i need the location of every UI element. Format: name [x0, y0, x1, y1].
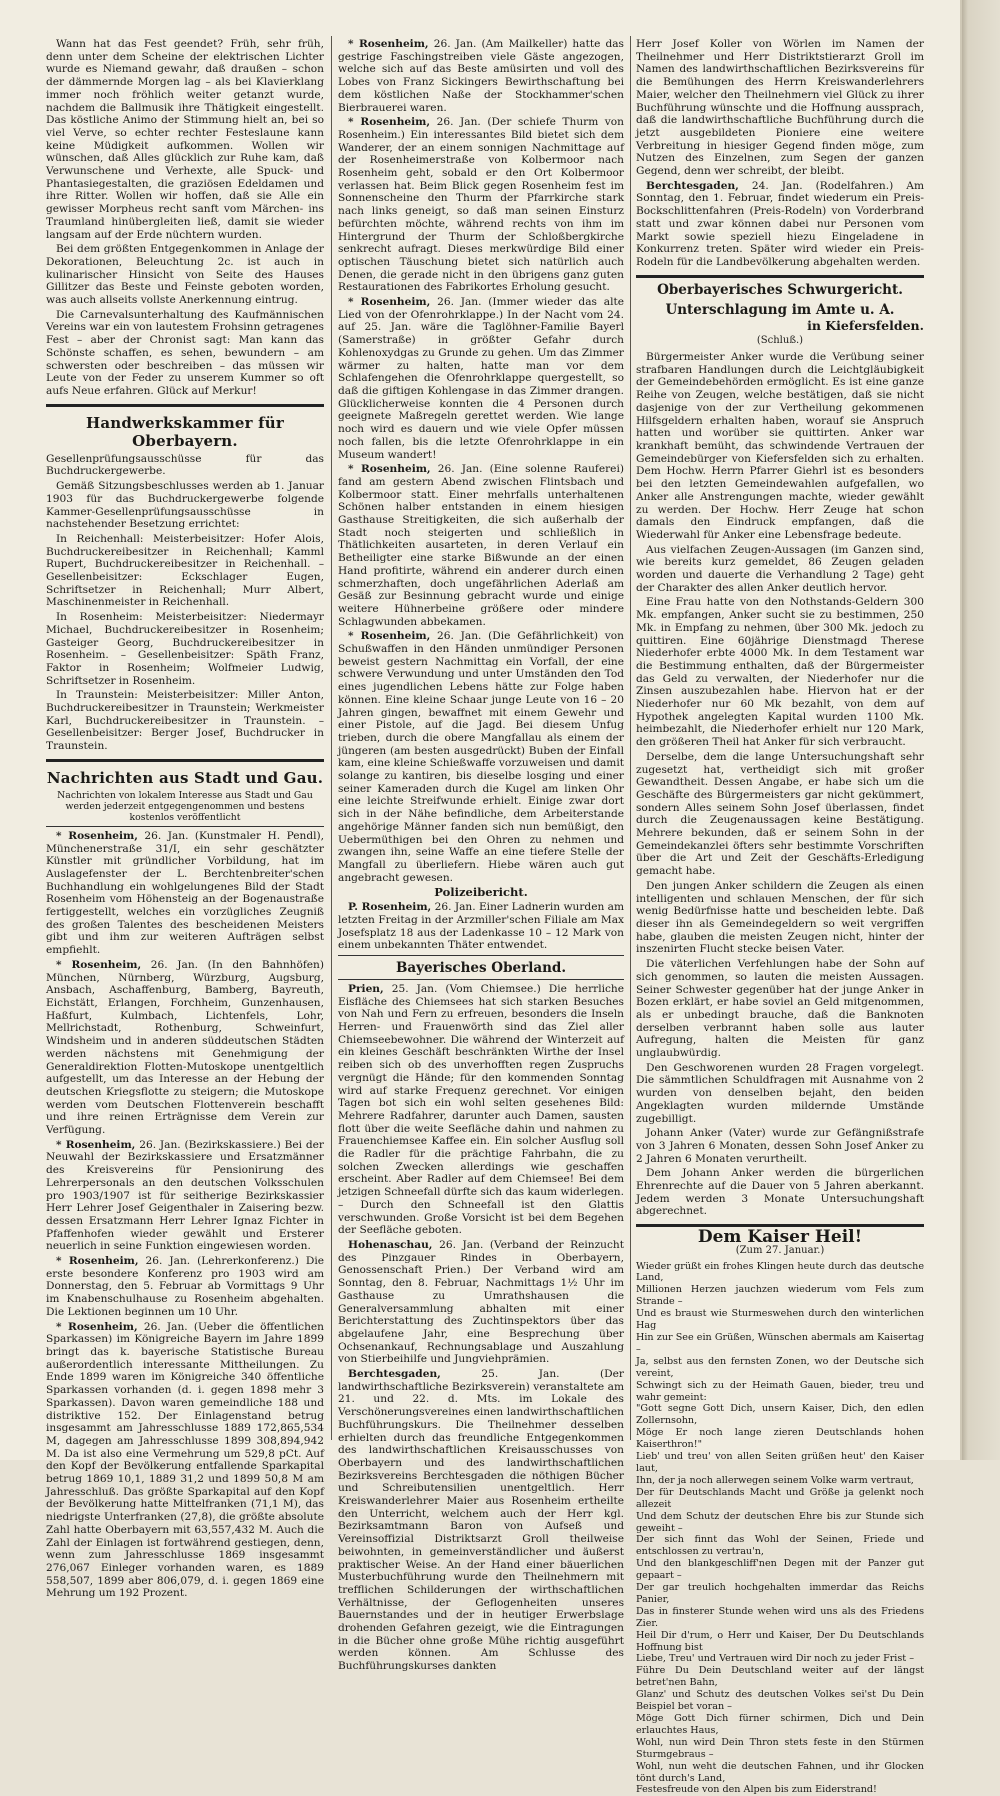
news-text: 26. Jan. (Die Gefährlichkeit) von Schußwaffen in den Händen unmündiger Personen beweist gestern Nachmittag ein Vorfall, der eine schwere Verwundung und unter Umständen den Tod eines jugendlichen Lebens hätte zur Folge haben können. Eine kleine Schaar junge Leute von 16 – 20 Jahren gingen, bewaffnet mit einem Gewehr und einer Pistole, auf die Jagd. Bei diesem Unfug trieben, durch die obere Mangfallau als einem der jüngeren (am besten ausgedrückt) Buben der Einfall kam, eine kleine Schießwaffe vorzuweisen und damit solange zu kantiren, bis dieselbe losging und einer seiner Kameraden durch die Kugel am linken Ohr eine leichte Streifwunde erhielt. Einige zwar dort sich in der Nähe befindliche, dem Arbeiterstande angehörige Männer fanden sich nun bemüßigt, den Uebermüthigen bei den Ohren zu nehmen und zwangen ihn, seine Waffe an eine tiefere Stelle der Mangfall zu überliefern. Hiebe wären auch gut angebracht gewesen. [338, 630, 624, 884]
poem-line: Heil Dir d'rum, o Herr und Kaiser, Der Du Deutschlands Hoffnung bist [636, 1629, 924, 1653]
news-text: 26. Jan. (Kunstmaler H. Pendl), Münchenerstraße 31/I, ein sehr geschätzter Künstler mit gründlicher Vorbildung, hat im Auslagefenster der L. Berchtenbreiter'schen Buchhandlung ein wohlgelungenes Bild der Stadt Rosenheim vom Höhensteig an der Bogenaustraße fertiggestellt, welches ein vorzügliches Zeugniß des großen Talentes des bescheidenen Meisters gibt und ihm zur weiteren Aufträgen selbst empfiehlt. [46, 829, 325, 957]
poem-line: Ihn, der ja noch allerwegen seinem Volke warm vertraut, [636, 1474, 914, 1486]
news-item [636, 180, 924, 269]
section-divider [636, 275, 924, 278]
column-1 [46, 38, 325, 1600]
rule [46, 826, 324, 827]
poem-line: Und dem Schutz der deutschen Ehre bis zur Stunde sich geweiht – [636, 1510, 924, 1534]
news-item [46, 830, 324, 957]
poem-line: Glanz' und Schutz des deutschen Volkes sei'st Du Dein Beispiel bet voran – [636, 1689, 924, 1713]
news-item [338, 463, 624, 628]
dateline: * Rosenheim, [348, 116, 431, 129]
poem-line: Wohl, nun weht die deutschen Fahnen, und ihr Glocken tönt durch's Land, [636, 1760, 924, 1784]
page-edge [962, 0, 1000, 1460]
oberland-heading: Bayerisches Oberland. [395, 959, 567, 976]
carnival-para-3: Die Carnevalsunterhaltung des Kaufmännischen Vereins war ein von lautestem Frohsinn getragenes Fest – aber der Chronist sagt: Man kann das Schönste schaffen, es sehen, bewundern – am schwersten oder beschreiben – das müssen wir Leute von der Feder zu unserem Kummer so oft aufs Neue erfahren. Glück auf Merkur! [46, 308, 324, 397]
news-item [338, 1239, 624, 1366]
news-text: 26. Jan. (Bezirkskassiere.) Bei der Neuwahl der Bezirkskassiere und Ersatzmänner des Kreisvereins für Pensionirung des Lehrerpersonals an den deutschen Volksschulen pro 1903/1907 ist für seitherige Bezirkskassier Herr Lehrer Josef Geigenthaler in Zaisering bezw. dessen Ersatzmann Herr Lehrer Ignaz Fichter in Pfaffenhofen wieder gewählt und Ersterer neuerlich in seine Funktion eingewiesen worden. [46, 1138, 324, 1253]
news-text: 26. Jan. (Ueber die öffentlichen Sparkassen) im Königreiche Bayern im Jahre 1899 bringt das k. bayerische Statistische Bureau außerordentlich interessante Mittheilungen. Zu Ende 1899 waren im Königreiche 340 öffentliche Sparkassen vorhanden (d. i. gegen 1898 mehr 3 Sparkassen). Davon waren gemeindliche 188 und distriktive 152. Der Einlagenstand betrug insgesammt am Jahresschlusse 1889 172,865,534 M, dagegen am Jahresschlusse 1899 308,894,942 M. Da ist also eine Vermehrung um 529,8 pCt. Auf den Kopf der Bevölkerung entfallende Sparkapital betrug 1869 10,1, 1889 31,2 und 1899 50,8 M am Jahresschluß. Das größte Sparkapital auf den Kopf der Bevölkerung hatte Mittelfranken (71,1 M), das niedrigste Unterfranken (27,8), die größte absolute Zahl hatte Oberbayern mit 63,557,432 M. Auch die Zahl der Einlagen ist fortwährend gestiegen, denn, wenn zum Jahresschlusse 1869 insgesammt 276,067 Einleger vorhanden waren, es 1889 558,507, 1899 aber 806,079, d. i. gegen 1869 eine Mehrung um 192 Prozent. [46, 1320, 324, 1600]
court-para: Johann Anker (Vater) wurde zur Gefängnißstrafe von 3 Jahren 6 Monaten, dessen Sohn Josef Anker zu 2 Jahren 6 Monaten verurtheilt. [636, 1127, 924, 1165]
rule [338, 955, 624, 956]
rule [338, 979, 624, 980]
court-para: Aus vielfachen Zeugen-Aussagen (im Ganzen sind, wie bereits kurz gemeldet, 86 Zeugen geladen worden und dauerte die Verhandlung 2 Tage) geht der Charakter des allen Anker deutlich hervor. [636, 543, 924, 594]
section-divider [46, 759, 324, 762]
poem-line: Möge Gott Dich fürner schirmen, Dich und Dein erlauchtes Haus, [636, 1713, 924, 1736]
handwerkskammer-heading: Handwerkskammer für Oberbayern. [85, 413, 285, 450]
section-divider [46, 404, 324, 407]
news-item [338, 630, 624, 884]
column-2 [338, 38, 625, 1673]
news-item [46, 1321, 324, 1600]
news-text: 26. Jan. (Verband der Reinzucht des Pinzgauer Rindes in Oberbayern, Genossenschaft Prien.) Der Verband wird am Sonntag, den 8. Februar, Nachmittags 1½ Uhr im Gasthause zu Umrathshausen die Generalversammlung abhalten mit einer Berichterstattung des Zuchtinspektors über das abgelaufene Jahr, eine Besprechung über Ochsenankauf, Rechnungsablage und Auszahlung von Stierbeihilfe und Jungviehprämien. [338, 1238, 624, 1366]
court-para: Eine Frau hatte von den Nothstands-Geldern 300 Mk. empfangen, Anker sucht sie zu bestimmen, 250 Mk. in Empfang zu nehmen, über 300 Mk. jedoch zu quittiren. Eine 60jährige Dienstmagd Therese Niederhofer erbte 4000 Mk. In dem Testament war die Bestimmung enthalten, daß der Bürgermeister das Geld zu verwalten, der Niederhofer nur die Zinsen auszubezahlen habe. Hiervon hat er der Niederhofer nur 60 Mk bezahlt, von dem auf Hypothek angelegten Kapital wurden 1100 Mk. heimbezahlt, die Niederhofer erhielt nur 120 Mark, den größeren Theil hat Anker für sich verbraucht. [636, 596, 924, 749]
dateline: * Rosenheim, [348, 296, 431, 309]
news-text: 26. Jan. (Am Mailkeller) hatte das gestrige Faschingstreiben viele Gäste angezogen, welche sich auf das Beste amüsirten und voll des Lobes von Franz Sickingers Bewirthschaftung bei dem köstlichen Naße der Stockhammer'schen Bierbrauerei waren. [338, 38, 624, 114]
dateline: * Rosenheim, [56, 1320, 138, 1333]
dateline: * Rosenheim, [348, 463, 431, 476]
poem-line: Festesfreude von den Alpen bis zum Eiderstrand! [636, 1784, 877, 1796]
carnival-para-2: Bei dem größten Entgegenkommen in Anlage der Dekorationen, Beleuchtung 2c. ist auch in kulinarischer Hinsicht von Seite des Hauses Gillitzer das Beste und Feinste geboten worden, was auch allseits vollste Anerkennung eintrug. [46, 243, 324, 307]
poem-line: Der gar treulich hochgehalten immerdar das Reichs Panier, [636, 1582, 924, 1605]
poem-line: Wieder grüßt ein frohes Klingen heute durch das deutsche Land, [636, 1260, 924, 1284]
news-item [46, 959, 324, 1137]
handwerkskammer-subheading: Gesellenprüfungsausschüsse für das Buchdruckergewerbe. [46, 452, 324, 478]
carnival-para-1: Wann hat das Fest geendet? Früh, sehr früh, denn unter dem Scheine der elektrischen Lichter wurde es Niemand gewahr, daß draußen – schon der dämmernde Morgen lag – als bei Klavierklang immer noch fröhlich weiter getanzt wurde, nachdem die Ballmusik ihre Thätigkeit eingestellt. Das köstliche Animo der Stimmung hielt an, bei so viel Verve, so echter rechter Festeslaune kann keine Müdigkeit aufkommen. Wollen wir wünschen, daß Alles glücklich zur Ruhe kam, daß Verwunschene und Verhexte, alle Spuck- und Phantasiegestalten, die graziösen Edeldamen und ihre Ritter. Wollen wir hoffen, daß sie Alle ein gewisser Morpheus recht sanft vom Märchen- ins Traumland hinübergleiten ließ, damit sie wieder langsam auf der Erde nüchtern wurden. [46, 38, 324, 241]
poem-line: Möge Er noch lange zieren Deutschlands hohen Kaiserthron!" [636, 1427, 924, 1451]
dateline: Hohenaschau, [348, 1238, 433, 1251]
kaiser-poem-title: Dem Kaiser Heil! [697, 1227, 863, 1248]
news-text: 26. Jan. (In den Bahnhöfen) München, Nürnberg, Würzburg, Augsburg, Ansbach, Aschaffenburg, Bamberg, Bayreuth, Eichstätt, Erlangen, Forchheim, Gunzenhausen, Haßfurt, Kulmbach, Lichtenfels, Lohr, Mellrichstadt, Rothenburg, Schweinfurt, Windsheim und in anderen süddeutschen Städten werden nächstens mit Genehmigung der Generaldirektion Flotten-Mutoskope unentgeltlich aufgestellt, um das Interesse an der Hebung der deutschen Kriegsflotte zu steigern; die Mutoskope werden vom Deutschen Flottenverein beschafft und ihre reinen Erträgnisse dem Verein zur Verfügung. [46, 958, 325, 1137]
dateline: * Rosenheim, [56, 829, 138, 842]
carnival-report [46, 38, 324, 398]
court-para: Dem Johann Anker werden die bürgerlichen Ehrenrechte auf die Dauer von 5 Jahren aberkannt. Jedem werden 3 Monate Untersuchungshaft abgerechnet. [636, 1167, 924, 1218]
kaiser-poem [636, 1261, 924, 1796]
column-rule [630, 36, 631, 1440]
kaiser-poem-date: (Zum 27. Januar.) [735, 1244, 825, 1256]
dateline: * Rosenheim, [56, 958, 142, 971]
handwerkskammer-para-1: Gemäß Sitzungsbeschlusses werden ab 1. Januar 1903 für das Buchdruckergewerbe folgende Kammer-Gesellenprüfungsausschüsse in nachstehender Besetzung errichtet: [46, 480, 324, 531]
court-para: Derselbe, dem die lange Untersuchungshaft sehr zugesetzt hat, vertheidigt sich mit großer Gewandtheit. Dessen Angabe, er habe sich um die Geschäfte des Bürgermeisters gar nicht gekümmert, sondern Alles seinem Sohn Josef überlassen, findet durch die Zeugenaussagen keine Bestätigung. Mehrere bekunden, daß er seinem Sohn in der Gemeindekanzlei öfters sehr bestimmte Vorschriften über die Art und Zeit der Geschäfts-Erledigung gemacht habe. [636, 750, 924, 878]
handwerkskammer-para-3: In Rosenheim: Meisterbeisitzer: Niedermayr Michael, Buchdruckereibesitzer in Rosenheim; Gasteiger Georg, Buchdruckereibesitzer in Rosenheim. – Gesellenbeisitzer: Späth Franz, Faktor in Rosenheim; Wolfmeier Ludwig, Schriftsetzer in Rosenheim. [46, 611, 324, 687]
poem-line: Und es braust wie Sturmeswehen durch den winterlichen Hag [636, 1308, 924, 1332]
poem-line: Ja, selbst aus den fernsten Zonen, wo der Deutsche sich vereint, [636, 1355, 924, 1379]
news-item [46, 1255, 324, 1319]
court-location: in Kiefersfelden. [807, 317, 924, 333]
local-news-subheading: Nachrichten von lokalem Interesse aus Stadt und Gau werden jederzeit entgegengenommen und bestens kostenlos veröffentlicht [57, 789, 313, 823]
dateline: Berchtesgaden, [348, 1368, 441, 1381]
handwerkskammer-para-2: In Reichenhall: Meisterbeisitzer: Hofer Alois, Buchdruckereibesitzer in Reichenhall; Kamml Rupert, Buchdruckereibesitzer in Reichenhall. – Gesellenbeisitzer: Eckschlager Eugen, Schriftsetzer in Reichenhall; Murr Albert, Maschinenmeister in Reichenhall. [46, 532, 324, 609]
local-news-heading: Nachrichten aus Stadt und Gau. [46, 768, 324, 787]
court-para: Den Geschworenen wurden 28 Fragen vorgelegt. Die sämmtlichen Schuldfragen mit Ausnahme von 2 wurden von denselben bejaht, den beiden Angeklagten wurden mildernde Umstände zugebilligt. [636, 1061, 924, 1125]
news-item [338, 1368, 624, 1673]
court-para: Den jungen Anker schildern die Zeugen als einen intelligenten und schlauen Menschen, der für sich wenig Bedürfnisse hatte und bescheiden lebte. Daß dieser ihn als Gemeindegeldern so weit vergriffen habe, glauben die meisten Zeugen nicht, hinter der inszenirten Flucht stecke beisen Vater. [636, 879, 924, 956]
poem-line: Schwingt sich zu der Heimath Gauen, bieder, treu und wahr gemeint: [636, 1379, 924, 1403]
dateline: * Rosenheim, [348, 38, 429, 50]
news-text: 26. Jan. (Lehrerkonferenz.) Die erste besondere Konferenz pro 1903 wird am Donnerstag, den 5. Februar ab Vormittags 9 Uhr im Knabenschulhause zu Rosenheim abgehalten. Die Lektionen beginnen um 10 Uhr. [46, 1255, 325, 1318]
poem-line: Wohl, nun wird Dein Thron stets feste in den Stürmen Sturmgebraus – [636, 1736, 924, 1760]
poem-line: Führe Du Dein Deutschland weiter auf der längst betret'nen Bahn, [636, 1665, 924, 1689]
dateline: * Rosenheim, [56, 1138, 136, 1151]
news-text: 26. Jan. (Eine solenne Rauferei) fand am gestern Abend zwischen Flintsbach und Kolbermoor statt. Einer mehrfalls unterhaltenen Schönen halber entstanden in einem hiesigen Gasthause Streitigkeiten, die sich außerhalb der Stadt noch steigerten und schließlich in Thätlichkeiten ausarteten, in deren Verlauf ein Betheiligter eine starke Bißwunde an der einen Hand profitirte, während ein anderer durch einen schmerzhaften, doch ungefährlichen Aderlaß am Gesäß zur Besinnung gebracht wurde und einige weitere Hühnerbeine größere oder mindere Schlagwunden abbekamen. [338, 463, 624, 628]
continued-text: Herr Josef Koller von Wörlen im Namen der Theilnehmer und Herr Distriktstierarzt Groll im Namen des landwirthschaftlichen Bezirksvereins für die Bemühungen des Herrn Kreiswanderlehrers Maier, welcher den Theilnehmern viel Glück zu ihrer Buchführung wünschte und die Hoffnung aussprach, daß die landwirthschaftliche Buchführung durch die jetzt ausgebildeten Pioniere eine weitere Verbreitung in hiesiger Gegend finden möge, zum Nutzen des Einzelnen, zum Segen der ganzen Gegend, denn wer schreibt, der bleibt. [636, 38, 924, 178]
poem-line: Hin zur See ein Grüßen, Wünschen abermals am Kaisertag – [636, 1332, 924, 1355]
handwerkskammer-para-4: In Traunstein: Meisterbeisitzer: Miller Anton, Buchdruckereibesitzer in Traunstein; Werkmeister Karl, Buchdruckereibesitzer in Traunstein. – Gesellenbeisitzer: Berger Josef, Buchdrucker in Traunstein. [46, 689, 324, 753]
dateline: * Rosenheim, [56, 1255, 139, 1268]
dateline: * Rosenheim, [348, 630, 431, 643]
poem-line: Der für Deutschlands Macht und Größe ja gelenkt noch allezeit [636, 1486, 924, 1510]
news-item [338, 116, 624, 294]
dateline: P. Rosenheim, [348, 901, 432, 914]
news-text: 25. Jan. (Der landwirthschaftliche Bezirksverein) veranstaltete am 21. und 22. d. Mts. im Lokale des Verschönerungsvereines einen landwirthschaftlichen Buchführungskurs. Die Theilnehmer desselben erhielten durch das freundliche Entgegenkommen des landwirthschaftlichen Kreisausschusses von Oberbayern und des landwirthschaftlichen Bezirksvereins Berchtesgaden die nöthigen Bücher und Schreibutensilien unentgeltlich. Herr Kreiswanderlehrer Maier aus Rosenheim ertheilte den Unterricht, welchem auch der Herr kgl. Bezirksamtmann Baron von Aufseß und Vereinsoffizial Distriktsarzt Groll theilweise beiwohnten, in gemeinverständlicher und äußerst praktischer Weise. An der Hand einer bäuerlichen Musterbuchführung wurde den Theilnehmern mit trefflichen Schilderungen der wirthschaftlichen Verhältnisse, der Geflogenheiten unseres Bauernstandes und der in heutiger Erwerbslage drohenden Gefahren gezeigt, wie die Eintragungen in die Bücher ohne große Mühe richtig ausgeführt werden können. Am Schlusse des Buchführungskurses dankten [338, 1368, 624, 1673]
news-text: 26. Jan. (Der schiefe Thurm von Rosenheim.) Ein interessantes Bild bietet sich dem Wanderer, der an einem sonnigen Nachmittage auf der Rosenheimerstraße von Kolbermoor nach Rosenheim geht, sobald er den Ort Kolbermoor verlassen hat. Beim Blick gegen Rosenheim fest im Sonnenscheine den Thurm der Pfarrkirche stark nach links geneigt, so daß man seinen Einsturz befürchten möchte, während rechts von ihm im Hintergrund der Thurm der Schloßbergkirche senkrecht aufragt. Dieses merkwürdige Bild einer optischen Täuschung bietet sich natürlich auch Denen, die gerade nicht in den übrigens ganz guten Restaurationen des Fabrikortes Erholung gesucht. [338, 116, 624, 294]
news-text: 25. Jan. (Vom Chiemsee.) Die herrliche Eisfläche des Chiemsees hat sich starken Besuches von Nah und Fern zu erfreuen, besonders die Inseln Herren- und Frauenwörth sind das Ziel aller Chiemseebewohner. Die während der Winterzeit auf ein kleines Geschäft beschränkten Wirthe der Insel reiben sich ob des unverhofften regen Zuspruchs vergnügt die Hände; für den kommenden Sonntag wird auf starke Frequenz gerechnet. Vor einigen Tagen bot sich ein wohl selten gesehenes Bild: Mehrere Radfahrer, darunter auch Damen, sausten flott über die weite Seefläche dahin und nahmen zu Frauenchiemsee Kaffee ein. Ein solcher Ausflug soll die Radler für die prächtige Fahrbahn, die zu solchen Zwecken allerdings wie geschaffen erscheint. Aber Radler auf dem Chiemsee! Bei dem jetzigen Schneefall dürfte sich das kaum widerlegen. – Durch den Schneefall ist den Glattis verschwunden. Große Vorsicht ist bei dem Begehen der Seefläche geboten. [338, 982, 624, 1237]
news-text: 24. Jan. (Rodelfahren.) Am Sonntag, den 1. Februar, findet wiederum ein Preis-Bockschlittenfahren (Preis-Rodeln) von Vorderbrand statt und zwar können dabei nur Personen vom Markt sowie speziell hiezu Eingeladene in Konkurrenz treten. Später wird wieder ein Preis-Rodeln für die Landbevölkerung abgehalten werden. [636, 179, 924, 268]
court-para: Bürgermeister Anker wurde die Verübung seiner strafbaren Handlungen durch die Leichtgläubigkeit der Gemeindebehörden ermöglicht. Es ist eine ganze Reihe von Zeugen, welche bestätigen, daß sie nicht dasjenige von der zur Vertheilung gekommenen Hilfsgeldern erhalten haben, worauf sie Anspruch hatten und worüber sie quittirten. Anker war krankhaft bemüht, das schwindende Vertrauen der Gemeindebürger von Kiefersfelden sich zu erhalten. Dem Hochw. Herrn Pfarrer Giehrl ist es besonders bei den letzten Gemeindewahlen aufgefallen, wo Anker alle Anstrengungen machte, wieder gewählt zu werden. Der Hochw. Herr Zeuge hat schon damals den Eindruck empfangen, daß die Wiederwahl für Anker eine Lebensfrage bedeute. [636, 351, 924, 541]
court-note: (Schluß.) [756, 335, 804, 347]
news-item [338, 296, 624, 461]
poem-line: Der sich finnt das Wohl der Seinen, Friede und entschlossen zu vertrau'n, [636, 1534, 924, 1558]
court-para: Die väterlichen Verfehlungen habe der Sohn auf sich genommen, so lauten die meisten Aussagen. Seiner Schwester gegenüber hat der junge Anker in Bozen erklärt, er habe soviel an Geld mitgenommen, als er unbedingt brauche, daß die Banknoten derselben verbrannt haben solle aus lauter Aufregung, halten die Meisten für ganz unglaubwürdig. [636, 958, 924, 1060]
poem-line: Und den blankgeschliff'nen Degen mit der Panzer gut gepaart – [636, 1558, 924, 1582]
court-subheading: Unterschlagung im Amte u. A. [665, 301, 895, 318]
news-text: 26. Jan. Einer Ladnerin wurden am letzten Freitag in der Arzmiller'schen Filiale am Max Josefsplatz 18 aus der Ladenkasse 10 – 12 Mark von einem unbekannten Thäter entwendet. [338, 901, 625, 952]
news-item [46, 1139, 324, 1253]
poem-line: Millionen Herzen jauchzen wiederum vom Fels zum Strande – [636, 1284, 924, 1308]
column-rule [331, 36, 332, 1440]
dateline: Prien, [348, 982, 384, 995]
poem-line: Lieb' und treu' von allen Seiten grüßen heut' den Kaiser laut, [636, 1451, 924, 1474]
poem-line: Liebe, Treu' und Vertrauen wird Dir noch zu jeder Frist – [636, 1653, 915, 1665]
news-text: 26. Jan. (Immer wieder das alte Lied von der Ofenrohrklappe.) In der Nacht vom 24. auf 25. Jan. wäre die Taglöhner-Familie Bayerl (Samerstraße) in größter Gefahr durch Kohlenoxydgas zu Grunde zu gehen. Um das Zimmer wärmer zu halten, hatte man vor dem Schlafengehen die Ofenrohrklappe quergestellt, so daß die giftigen Kohlengase in das Zimmer drangen. Glücklicherweise konnten die 4 Personen durch geeignete Maßregeln gerettet werden. Wie lange noch wird es dauern und wie viele Opfer müssen noch fallen, bis die letzte Ofenrohrklappe in ein Museum wandert! [338, 296, 624, 461]
news-item [338, 38, 624, 114]
police-report-heading: Polizeibericht. [434, 885, 528, 900]
dateline: Berchtesgaden, [646, 179, 739, 192]
poem-line: Das in finsterer Stunde wehen wird uns als des Friedens Zier. [636, 1605, 924, 1629]
poem-line: "Gott segne Gott Dich, unsern Kaiser, Dich, den edlen Zollernsohn, [636, 1403, 924, 1427]
news-item [338, 983, 624, 1237]
police-report [338, 901, 624, 952]
court-heading: Oberbayerisches Schwurgericht. [657, 281, 903, 298]
column-3 [636, 38, 924, 1796]
